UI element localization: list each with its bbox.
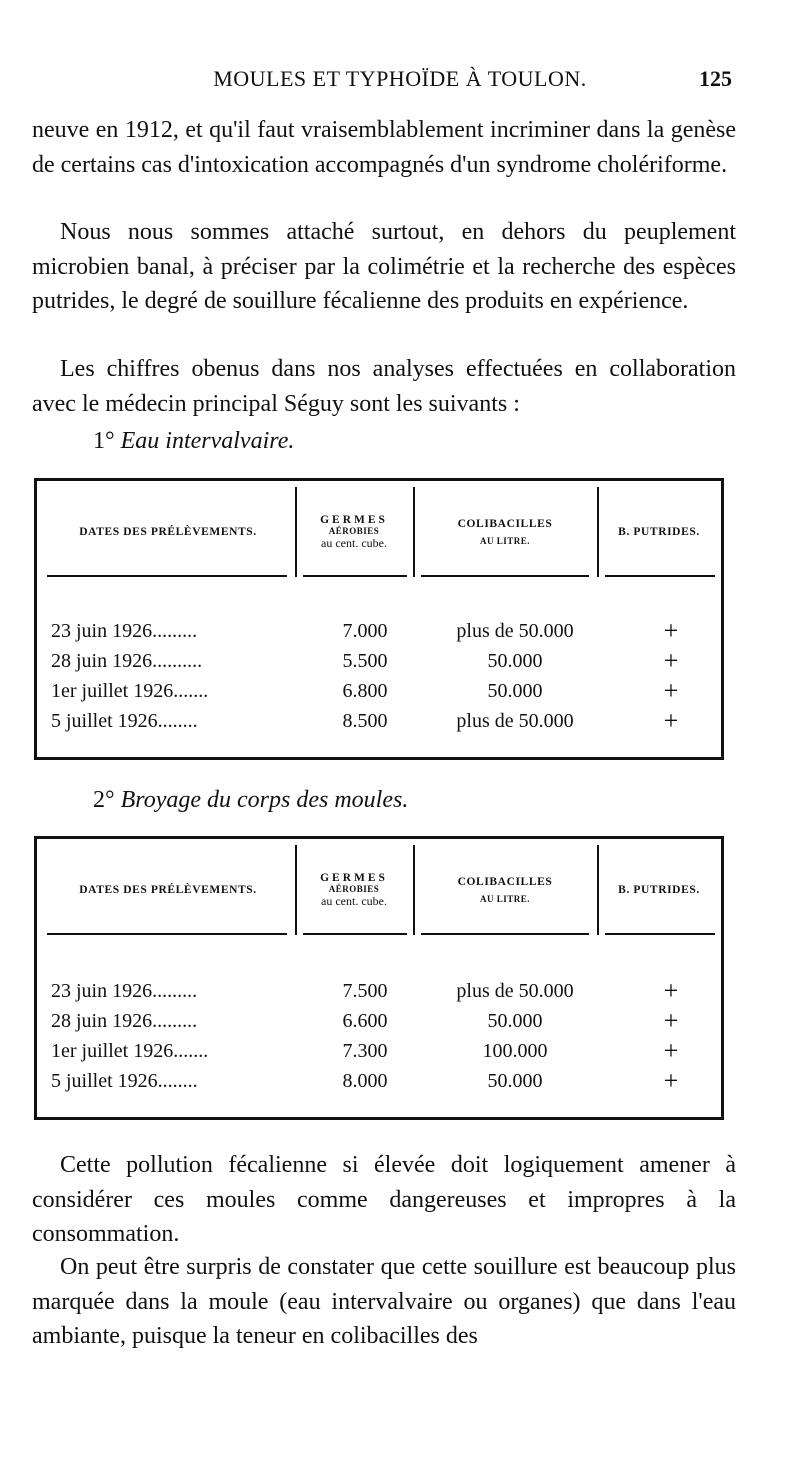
header-rule: [303, 933, 407, 935]
table-row: 28 juin 1926.......... 5.500 50.000 +: [51, 646, 679, 675]
col-header-colibacilles: COLIBACILLES AU LITRE.: [457, 518, 553, 546]
paragraph-3: Les chiffres obenus dans nos analyses effectuées en collaboration avec le médecin principal Séguy sont les suivants :: [32, 356, 736, 417]
header-rule: [47, 575, 287, 577]
col-header-dates: DATES DES PRÉLÈVEMENTS.: [79, 884, 257, 896]
section-label: Broyage du corps des moules.: [120, 787, 409, 813]
table-row: 23 juin 1926......... 7.000 plus de 50.000 +: [51, 616, 679, 645]
header-rule: [421, 575, 589, 577]
header-rule: [605, 575, 715, 577]
section-number: 2°: [93, 787, 115, 813]
running-title: MOULES ET TYPHOÏDE À TOULON.: [213, 66, 587, 91]
table-eau-intervalvaire: [34, 478, 724, 760]
section-label: Eau intervalvaire.: [120, 428, 295, 454]
page-number: 125: [699, 66, 732, 91]
table-row: 28 juin 1926......... 6.600 50.000 +: [51, 1006, 679, 1035]
paragraph-4: Cette pollution fécalienne si élevée doit logiquement amener à considérer ces moules comme dangereuses et impropres à la consommation.: [32, 1152, 736, 1247]
header-rule: [421, 933, 589, 935]
paragraph-2: Nous nous sommes attaché surtout, en dehors du peuplement microbien banal, à préciser par la colimétrie et la recherche des espèces putrides, le degré de souillure fécalienne des produits en expérience.: [32, 219, 736, 314]
paragraph-1: neuve en 1912, et qu'il faut vraisemblablement incriminer dans la genèse de certains cas d'intoxication accompagnés d'un syndrome cholériforme.: [32, 117, 736, 178]
col-header-colibacilles: COLIBACILLES AU LITRE.: [457, 876, 553, 904]
table-row: 1er juillet 1926....... 7.300 100.000 +: [51, 1036, 679, 1065]
table-broyage-moules: [34, 836, 724, 1120]
running-head: [0, 62, 800, 102]
table-row: 23 juin 1926......... 7.500 plus de 50.000 +: [51, 976, 679, 1005]
header-rule: [605, 933, 715, 935]
paragraph-5: On peut être surpris de constater que cette souillure est beaucoup plus marquée dans la moule (eau intervalvaire ou organes) que dans l'eau ambiante, puisque la teneur en colibacilles des: [32, 1254, 736, 1349]
section-heading-2: [93, 787, 408, 814]
section-number: 1°: [93, 428, 115, 454]
col-header-germes: GERMES AÉROBIES au cent. cube.: [320, 871, 388, 908]
header-rule: [303, 575, 407, 577]
col-header-dates: DATES DES PRÉLÈVEMENTS.: [79, 526, 257, 538]
col-header-putrides: B. PUTRIDES.: [618, 884, 700, 896]
section-heading-1: [93, 428, 294, 455]
table-row: 5 juillet 1926........ 8.000 50.000 +: [51, 1066, 679, 1095]
col-header-putrides: B. PUTRIDES.: [618, 526, 700, 538]
table-row: 1er juillet 1926....... 6.800 50.000 +: [51, 676, 679, 705]
header-rule: [47, 933, 287, 935]
col-header-germes: GERMES AÉROBIES au cent. cube.: [320, 513, 388, 550]
table-row: 5 juillet 1926........ 8.500 plus de 50.000 +: [51, 706, 679, 735]
